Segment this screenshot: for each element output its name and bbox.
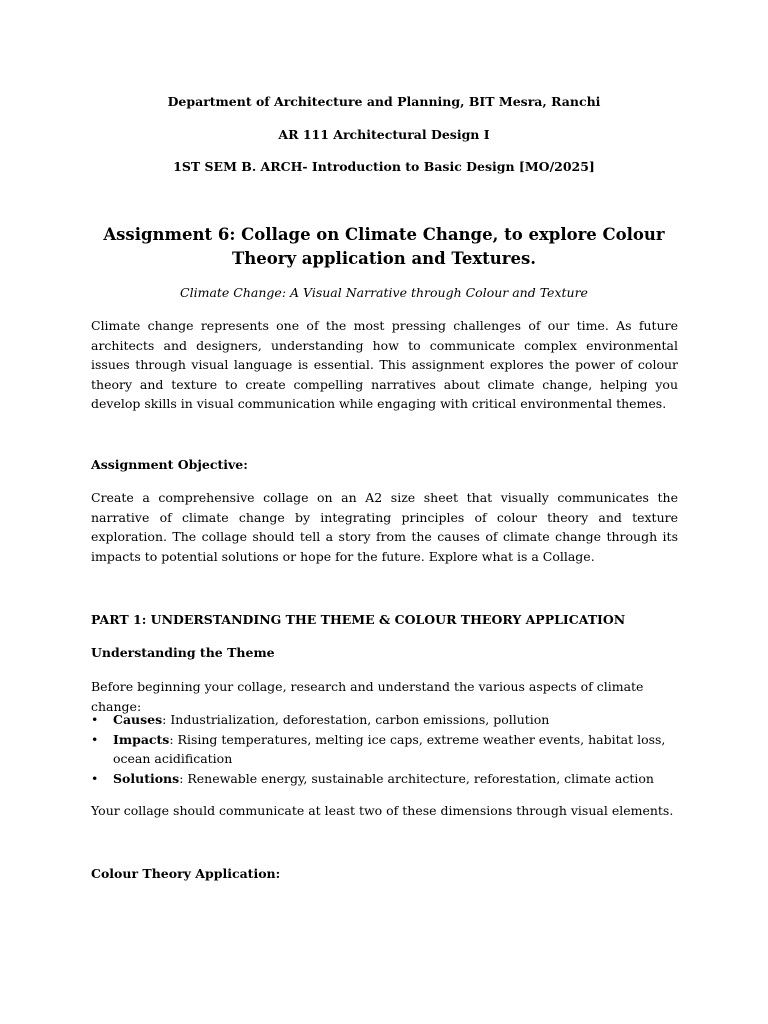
assignment-title: Assignment 6: Collage on Climate Change, to explore Colour Theory application and Textures. [103, 225, 665, 268]
list-item-solutions [91, 769, 678, 789]
climate-aspects-list [91, 710, 678, 788]
bullet-marker: • [91, 712, 99, 727]
list-item-causes [91, 710, 678, 730]
theme-subheading: Understanding the Theme [91, 645, 275, 660]
list-term: Solutions [113, 770, 180, 786]
list-text: : Industrialization, deforestation, carbon emissions, pollution [162, 712, 550, 727]
department-line: Department of Architecture and Planning, BIT Mesra, Ranchi [167, 94, 601, 109]
course-line: AR 111 Architectural Design I [278, 127, 490, 142]
list-term: Impacts [113, 731, 170, 747]
bullet-marker: • [91, 731, 99, 747]
list-term: Causes [113, 712, 163, 727]
part1-heading: PART 1: UNDERSTANDING THE THEME & COLOUR THEORY APPLICATION [91, 612, 626, 627]
closing-paragraph: Your collage should communicate at least two of these dimensions through visual elements. [91, 803, 674, 818]
list-text: : Renewable energy, sustainable architecture, reforestation, climate action [179, 770, 654, 786]
assignment-subtitle: Climate Change: A Visual Narrative through Colour and Texture [180, 285, 588, 300]
theme-lead: Before beginning your collage, research and understand the various aspects of climate change: [91, 679, 644, 714]
semester-line: 1ST SEM B. ARCH- Introduction to Basic Design [MO/2025] [173, 159, 595, 174]
list-item-impacts [91, 730, 678, 769]
objective-heading: Assignment Objective: [91, 457, 248, 472]
colour-theory-heading: Colour Theory Application: [91, 866, 281, 881]
intro-paragraph: Climate change represents one of the most pressing challenges of our time. As future architects and designers, understanding how to communicate complex environmental issues through visual language is essential. This assignment explores the power of colour theory and texture to create compelling narratives about climate change, helping you develop skills in visual communication while engaging with critical environmental themes. [91, 318, 678, 411]
bullet-marker: • [91, 770, 99, 786]
list-text: : Rising temperatures, melting ice caps, extreme weather events, habitat loss, ocean acidification [113, 731, 666, 766]
objective-paragraph: Create a comprehensive collage on an A2 size sheet that visually communicates the narrative of climate change by integrating principles of colour theory and texture exploration. The collage should tell a story from the causes of climate change through its impacts to potential solutions or hope for the future. Explore what is a Collage. [91, 490, 678, 564]
